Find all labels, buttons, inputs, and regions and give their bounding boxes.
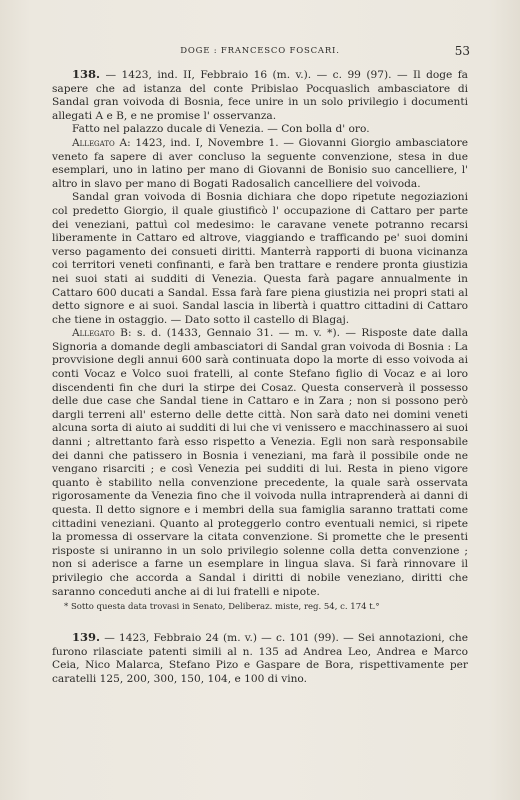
page-body — [52, 68, 468, 687]
allegato-a-label: Allegato A — [72, 136, 128, 149]
running-title: DOGE : FRANCESCO FOSCARI. — [180, 46, 340, 56]
entry-138-number: 138. — [72, 67, 101, 81]
allegato-a-body: Sandal gran voivoda di Bosnia dichiara che dopo ripetute negoziazioni col predetto Giorgio, il quale giustificò l' occupazione di Cattaro per parte dei veneziani, pattuì col medesimo: le caravane venete potranno recarsi liberamente in Cattaro ed altrove, viaggiando e trafficando pe' suoi domini verso pagamento dei consueti diritti. Manterrà rapporti di buona vicinanza coi territori veneti confinanti, e farà ben trattare e rendere pronta giustizia nei suoi stati ai sudditi di Venezia. Questa farà pagare annualmente in Cattaro 600 ducati a Sandal. Essa farà fare piena giustizia nei propri stati al detto signore e ai suoi. Sandal lascia in libertà i quattro cittadini di Cattaro che tiene in ostaggio. — Dato sotto il castello di Blagaj. — [52, 191, 468, 326]
entry-139-number: 139. — [72, 630, 101, 645]
entry-138-text: — 1423, ind. II, Febbraio 16 (m. v.). — c. 99 (97). — Il doge fa sapere che ad istanza del conte Pribislao Pocquaslich ambasciatore di Sandal gran voivoda di Bosnia, fece unire in un solo privilegio i documenti allegati A e B, e ne promise l' osservanza. — [52, 69, 468, 122]
entry-139-text: — 1423, Febbraio 24 (m. v.) — c. 101 (99). — Sei annotazioni, che furono rilasciate patenti simili al n. 135 ad Andrea Leo, Andrea e Marco Ceia, Nico Malarca, Stefano Pizo e Gaspare de Bora, rispettivamente per caratelli 125, 200, 300, 150, 104, e 100 di vino. — [52, 632, 468, 685]
allegato-b-paragraph — [52, 327, 468, 599]
allegato-b-label: Allegato B — [72, 327, 128, 340]
entry-separator — [52, 613, 468, 631]
allegato-a-text: : 1423, ind. I, Novembre 1. — Giovanni Giorgio ambasciatore veneto fa sapere di aver concluso la seguente convenzione, stesa in due esemplari, uno in latino per mano di Giovanni de Bonisio suo cancelliere, l' altro in slavo per mano di Bogati Radosalich cancelliere del voivoda. — [52, 136, 468, 190]
entry-138-dated: Fatto nel palazzo ducale di Venezia. — Con bolla d' oro. — [72, 123, 370, 136]
allegato-a-paragraph — [52, 137, 468, 191]
entry-138-paragraph — [52, 68, 468, 123]
page-number: 53 — [454, 44, 470, 58]
running-header — [50, 44, 470, 60]
allegato-b-text: : s. d. (1433, Gennaio 31. — m. v. *). — Risposte date dalla Signoria a domande degli ambasciatori di Sandal gran voivoda di Bosnia : La provvisione degli annui 600 sarà continuata dopo la morte di esso voivoda ai conti Vocaz e Volco suoi fratelli, al conte Stefano figlio di Vocaz e ai loro discendenti fin che duri la stirpe dei Cosaz. Questa conserverà il possesso delle due case che Sandal tiene in Cattaro e in Zara ; non si possono però dargli terreni all' esterno delle dette città. Non sarà dato nei domini veneti alcuna sorta di aiuto ai sudditi di lui che vi venissero e macchinassero ai suoi danni ; altrettanto farà esso rispetto a Venezia. Egli non sarà responsabile dei danni che patissero in Bosnia i veneziani, ma farà il possibile onde ne vengano risarciti ; e così Venezia pei sudditi di lui. Resta in pieno vigore quanto è stabilito nella convenzione precedente, la quale sarà osservata rigorosamente da Venezia fino che il voivoda nulla intraprenderà ai danni di questa. Il detto signore e i membri della sua famiglia saranno trattati come cittadini veneziani. Quanto al proteggerlo contro eventuali nemici, si ripete la promessa di osservare la citata convenzione. Si promette che le presenti risposte si uniranno in un solo privilegio solenne colla detta convenzione ; non si aderisce a farne un esemplare in lingua slava. Si farà rinnovare il privilegio che accorda a Sandal i diritti di nobile veneziano, diritti che saranno conceduti anche ai di lui fratelli e nipote. — [52, 327, 469, 598]
entry-139-paragraph — [52, 631, 468, 686]
footnote: * Sotto questa data trovasi in Senato, Deliberaz. miste, reg. 54, c. 174 t.° — [64, 602, 380, 613]
